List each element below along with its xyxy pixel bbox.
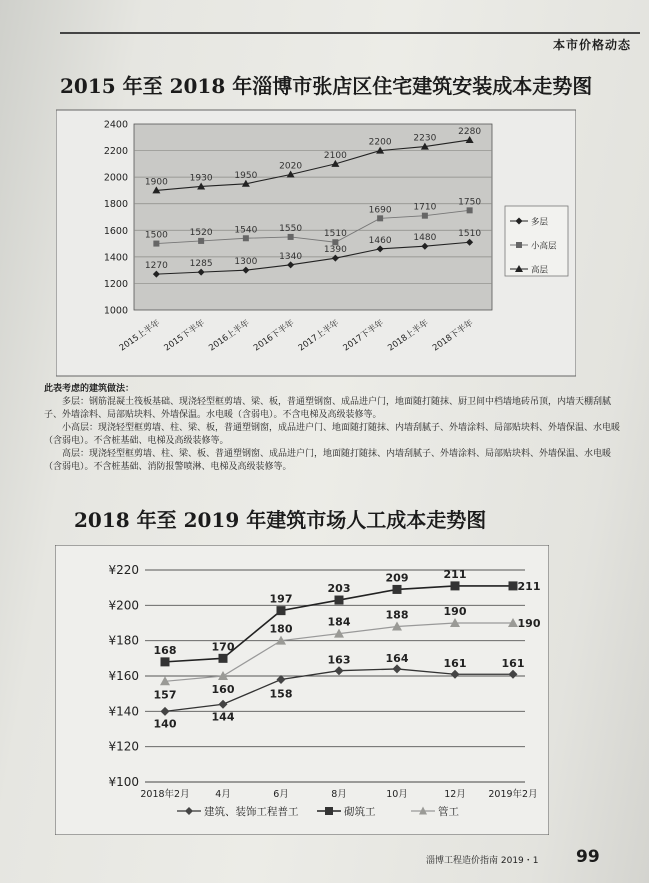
chart1-legend-marker bbox=[516, 242, 522, 248]
chart2-data-label: 197 bbox=[269, 592, 293, 606]
chart2-title: 2018 年至 2019 年建筑市场人工成本走势图 bbox=[74, 508, 487, 532]
chart1-ytick: 1400 bbox=[103, 252, 128, 264]
chart1-xtick: 2016上半年 bbox=[207, 318, 252, 354]
chart1-xtick: 2018上半年 bbox=[386, 318, 431, 354]
chart1-data-label: 1500 bbox=[144, 230, 168, 241]
footer-text: 淄博工程造价指南 2019・1 bbox=[426, 856, 539, 866]
chart2-ytick: ¥200 bbox=[108, 598, 139, 613]
chart2-xtick: 6月 bbox=[273, 789, 289, 800]
chart1-point bbox=[288, 234, 294, 240]
chart2-ytick: ¥140 bbox=[108, 704, 139, 719]
chart2-labor-cost bbox=[55, 545, 549, 835]
notes-highrise: 高层：现浇轻型框剪墙、柱、梁、板、普通塑钢窗、成品进户门，地面随打随抹、内墙刮腻子、外墙涂料、局部贴块料、外墙保温、水电暖（含弱电）。不含桩基础、消防报警喷淋、电梯及高级装修等。 bbox=[44, 449, 612, 472]
construction-notes bbox=[44, 383, 626, 474]
chart1-xtick: 2018下半年 bbox=[430, 318, 476, 354]
chart2-xtick: 4月 bbox=[215, 789, 231, 800]
chart1-plot-area bbox=[134, 124, 492, 310]
chart2-data-label: 170 bbox=[211, 640, 235, 654]
section-label: 本市价格动态 bbox=[552, 38, 631, 52]
chart2-xtick: 2019年2月 bbox=[488, 789, 538, 800]
chart1-xtick: 2016下半年 bbox=[251, 318, 297, 354]
chart1-housing-cost bbox=[56, 108, 576, 378]
chart1-data-label: 1550 bbox=[279, 223, 303, 234]
chart2-point bbox=[451, 581, 460, 590]
chart1-xtick: 2017上半年 bbox=[296, 318, 342, 354]
chart1-data-label: 1750 bbox=[458, 197, 482, 208]
chart1-legend-label: 多层 bbox=[531, 217, 549, 228]
chart2-point bbox=[277, 606, 286, 615]
chart1-data-label: 1540 bbox=[234, 225, 258, 236]
chart1-ytick: 2000 bbox=[103, 172, 128, 184]
notes-multistory: 多层：钢筋混凝土筏板基础、现浇轻型框剪墙、梁、板，普通塑钢窗、成品进户门，地面随打随抹、厨卫间中档墙地砖吊顶，内墙天棚刮腻子、外墙涂料、局部贴块料、外墙保温。水电暖（含弱电）。不含电梯及高级装修等。 bbox=[44, 397, 612, 420]
chart2-data-label: 160 bbox=[211, 683, 235, 696]
notes-midrise: 小高层：现浇轻型框剪墙、柱、梁、板，普通塑钢窗，成品进户门、地面随打随抹、内墙刮腻子、外墙涂料、局部贴块料、外墙保温、水电暖（含弱电）。不含桩基础、电梯及高级装修等。 bbox=[44, 423, 621, 446]
chart2-data-label: 157 bbox=[153, 688, 177, 702]
chart1-data-label: 2280 bbox=[458, 126, 482, 137]
chart1-data-label: 2200 bbox=[368, 137, 392, 148]
chart1-point bbox=[422, 213, 428, 219]
chart1-data-label: 2100 bbox=[323, 150, 347, 161]
chart2-point bbox=[509, 581, 518, 590]
chart2-data-label: 161 bbox=[443, 657, 467, 671]
chart1-data-label: 1300 bbox=[234, 257, 258, 268]
chart1-data-label: 1270 bbox=[144, 261, 168, 272]
chart2-data-label: 180 bbox=[269, 622, 293, 636]
chart2-data-label: 190 bbox=[517, 617, 541, 630]
chart2-data-label: 190 bbox=[443, 605, 467, 618]
chart2-legend-label: 建筑、装饰工程普工 bbox=[204, 806, 299, 818]
chart1-xtick: 2015下半年 bbox=[162, 318, 207, 354]
chart2-ytick: ¥220 bbox=[108, 563, 139, 577]
chart2-legend-marker bbox=[325, 807, 333, 815]
chart1-ytick: 1800 bbox=[103, 199, 128, 211]
chart2-legend-label: 管工 bbox=[438, 806, 459, 818]
chart1-point bbox=[198, 238, 204, 244]
chart2-data-label: 209 bbox=[385, 571, 409, 585]
chart1-xtick: 2015上半年 bbox=[117, 318, 163, 354]
chart1-ytick: 1600 bbox=[103, 225, 128, 237]
chart2-data-label: 188 bbox=[385, 608, 409, 622]
chart1-ytick: 1000 bbox=[103, 305, 128, 317]
chart1-ytick: 2400 bbox=[103, 119, 128, 131]
chart1-data-label: 1480 bbox=[413, 233, 437, 244]
chart2-ytick: ¥180 bbox=[108, 633, 139, 648]
chart2-xtick: 12月 bbox=[444, 789, 466, 800]
chart2-point bbox=[393, 585, 402, 594]
chart2-data-label: 203 bbox=[327, 582, 351, 596]
notes-heading: 此表考虑的建筑做法： bbox=[44, 384, 135, 394]
chart1-data-label: 1950 bbox=[234, 170, 258, 181]
chart1-data-label: 1520 bbox=[189, 227, 213, 238]
chart1-point bbox=[467, 207, 473, 213]
chart2-data-label: 164 bbox=[385, 651, 409, 665]
chart1-ytick: 2200 bbox=[103, 146, 128, 158]
chart2-point bbox=[161, 657, 170, 666]
chart2-point bbox=[219, 654, 228, 663]
chart2-data-label: 161 bbox=[501, 657, 525, 671]
chart2-data-label: 211 bbox=[443, 567, 467, 581]
chart1-title: 2015 年至 2018 年淄博市张店区住宅建筑安装成本走势图 bbox=[60, 74, 593, 98]
chart1-data-label: 1510 bbox=[458, 229, 482, 240]
chart2-point bbox=[335, 596, 344, 605]
chart2-data-label: 144 bbox=[211, 710, 235, 724]
chart1-data-label: 1930 bbox=[189, 173, 213, 184]
chart2-legend-label: 砌筑工 bbox=[344, 806, 376, 818]
chart2-data-label: 211 bbox=[517, 579, 541, 593]
chart1-data-label: 1710 bbox=[413, 202, 437, 213]
chart2-ytick: ¥100 bbox=[108, 775, 139, 789]
chart1-ytick: 1200 bbox=[103, 278, 128, 290]
chart2-data-label: 163 bbox=[327, 653, 351, 667]
chart1-point bbox=[377, 215, 383, 221]
chart1-data-label: 1460 bbox=[368, 235, 392, 246]
chart1-xtick: 2017下半年 bbox=[341, 318, 386, 354]
chart2-xtick: 10月 bbox=[386, 789, 408, 800]
chart1-legend-label: 高层 bbox=[531, 265, 549, 276]
chart2-ytick: ¥160 bbox=[108, 669, 139, 683]
chart2-ytick: ¥120 bbox=[108, 739, 139, 754]
chart2-xtick: 8月 bbox=[331, 789, 347, 800]
chart1-data-label: 1285 bbox=[189, 259, 213, 270]
page-number: 99 bbox=[576, 847, 600, 867]
chart1-data-label: 1390 bbox=[323, 245, 347, 256]
chart2-data-label: 158 bbox=[269, 687, 293, 701]
chart2-data-label: 140 bbox=[153, 717, 177, 731]
header-rule bbox=[60, 32, 640, 34]
chart1-data-label: 1900 bbox=[144, 177, 168, 188]
chart1-data-label: 1690 bbox=[368, 205, 392, 216]
chart2-data-label: 168 bbox=[153, 643, 177, 657]
chart2-data-label: 184 bbox=[327, 615, 351, 629]
chart1-point bbox=[243, 235, 249, 241]
chart1-data-label: 1510 bbox=[323, 229, 347, 240]
chart2-xtick: 2018年2月 bbox=[140, 789, 190, 800]
chart2-frame bbox=[55, 545, 549, 835]
chart1-data-label: 2230 bbox=[413, 133, 437, 144]
chart1-data-label: 1340 bbox=[279, 251, 303, 262]
chart1-point bbox=[153, 241, 159, 247]
chart1-data-label: 2020 bbox=[279, 161, 303, 172]
chart1-legend-label: 小高层 bbox=[531, 241, 557, 252]
